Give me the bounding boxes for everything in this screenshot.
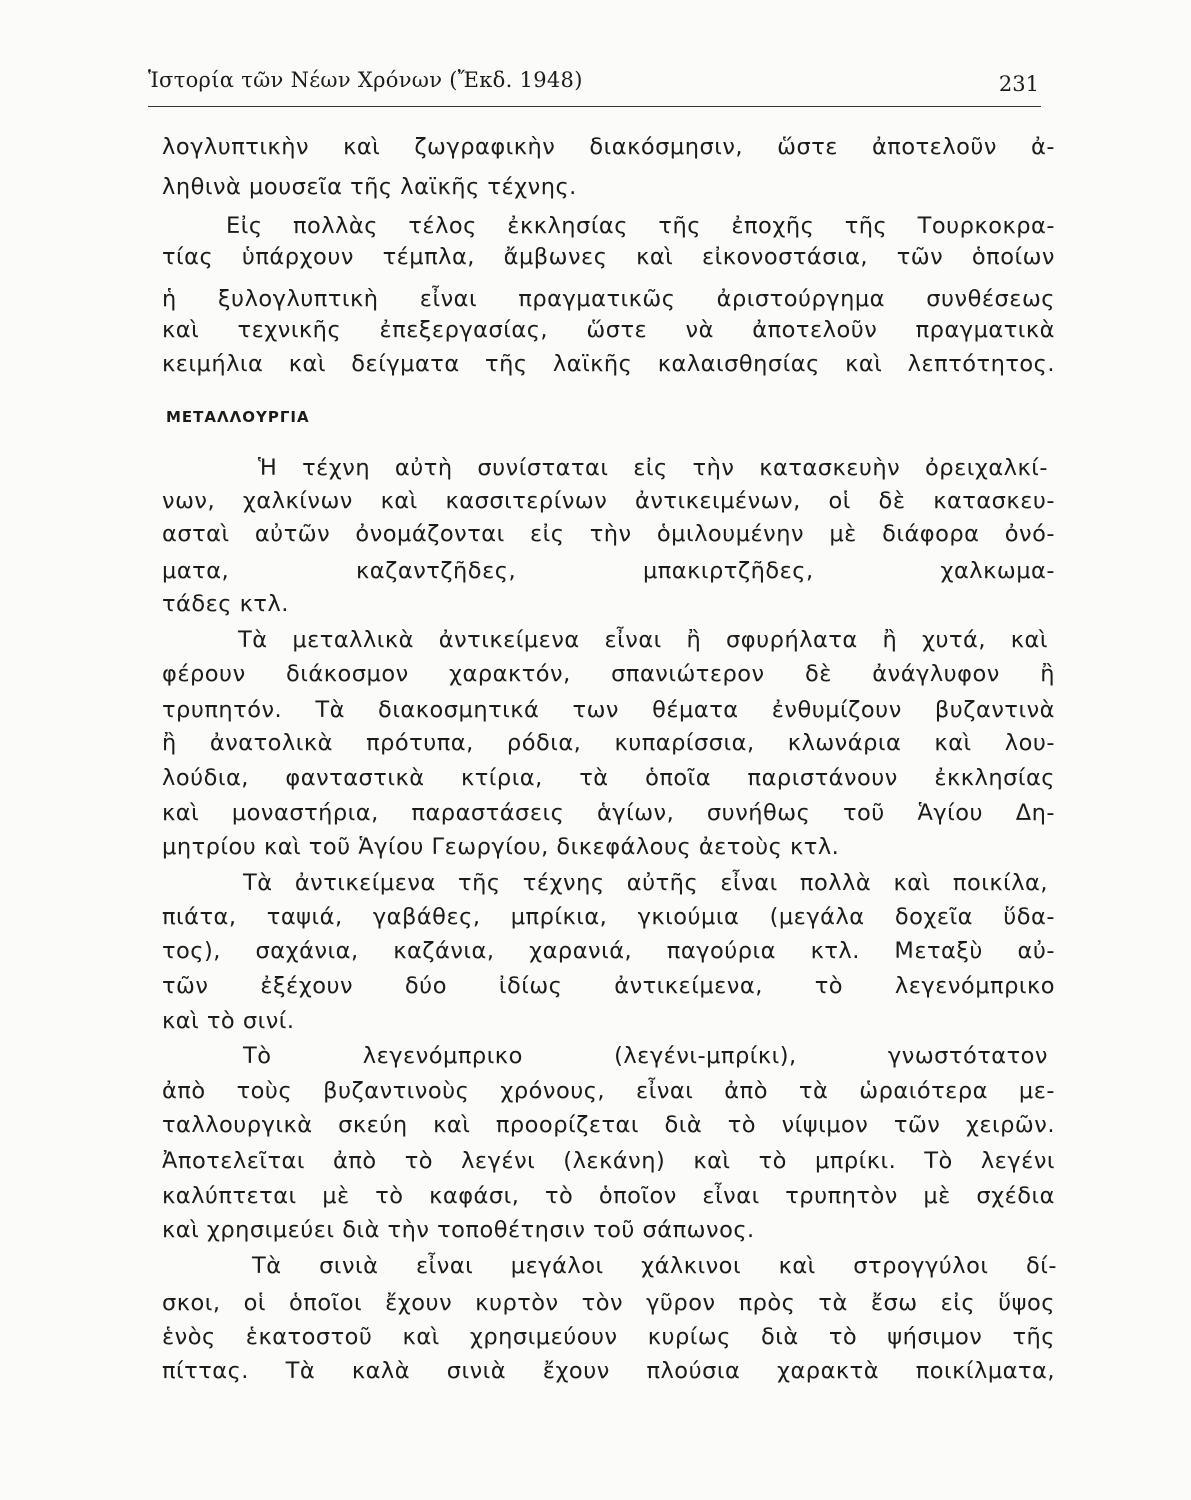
text-line: φέρουν διάκοσμον χαρακτόν, σπανιώτερον δὲ ἀνάγλυφον ἢ xyxy=(162,661,1055,687)
text-line: ἡ ξυλογλυπτικὴ εἶναι πραγματικῶς ἀριστούργημα συνθέσεως xyxy=(162,286,1055,312)
paragraph-first-line: Τὰ σινιὰ εἶναι μεγάλοι χάλκινοι καὶ στρογγύλοι δί- xyxy=(252,1253,1057,1279)
text-line: λογλυπτικὴν καὶ ζωγραφικὴν διακόσμησιν, ὥστε ἀποτελοῦν ἀ- xyxy=(162,134,1055,160)
text-line: σκοι, οἱ ὁποῖοι ἔχουν κυρτὸν τὸν γῦρον πρὸς τὰ ἔσω εἰς ὕψος xyxy=(162,1290,1055,1316)
text-line: τίας ὑπάρχουν τέμπλα, ἄμβωνες καὶ εἰκονοστάσια, τῶν ὁποίων xyxy=(162,244,1055,270)
text-line: ληθινὰ μουσεῖα τῆς λαϊκῆς τέχνης. xyxy=(162,174,577,200)
text-line: ταλλουργικὰ σκεύη καὶ προορίζεται διὰ τὸ νίψιμον τῶν χειρῶν. xyxy=(162,1112,1055,1138)
text-line: τρυπητόν. Τὰ διακοσμητικά των θέματα ἐνθυμίζουν βυζαντινὰ xyxy=(162,697,1055,723)
text-line: πίττας. Τὰ καλὰ σινιὰ ἔχουν πλούσια χαρακτὰ ποικίλματα, xyxy=(162,1358,1055,1384)
text-line: Ἀποτελεῖται ἀπὸ τὸ λεγένι (λεκάνη) καὶ τὸ μπρίκι. Τὸ λεγένι xyxy=(162,1148,1055,1174)
running-title: Ἱστορία τῶν Νέων Χρόνων (Ἔκδ. 1948) xyxy=(148,68,583,92)
running-header xyxy=(148,66,1041,107)
section-heading: ΜΕΤΑΛΛΟΥΡΓΙΑ xyxy=(166,408,310,426)
text-line: καὶ τεχνικῆς ἐπεξεργασίας, ὥστε νὰ ἀποτελοῦν πραγματικὰ xyxy=(162,317,1055,343)
text-line: καλύπτεται μὲ τὸ καφάσι, τὸ ὁποῖον εἶναι τρυπητὸν μὲ σχέδια xyxy=(162,1183,1055,1209)
paragraph-first-line: Τὰ ἀντικείμενα τῆς τέχνης αὐτῆς εἶναι πολλὰ καὶ ποικίλα, xyxy=(243,870,1048,896)
text-line: τῶν ἐξέχουν δύο ἰδίως ἀντικείμενα, τὸ λεγενόμπρικο xyxy=(162,973,1055,999)
text-line: ματα, καζαντζῆδες, μπακιρτζῆδες, χαλκωμα- xyxy=(162,558,1055,584)
text-line: ἢ ἀνατολικὰ πρότυπα, ρόδια, κυπαρίσσια, κλωνάρια καὶ λου- xyxy=(162,730,1055,756)
text-line: νων, χαλκίνων καὶ κασσιτερίνων ἀντικειμένων, οἱ δὲ κατασκευ- xyxy=(162,488,1055,514)
paragraph-first-line: Εἰς πολλὰς τέλος ἐκκλησίας τῆς ἐποχῆς τῆς Τουρκοκρα- xyxy=(226,213,1055,239)
text-line: μητρίου καὶ τοῦ Ἁγίου Γεωργίου, δικεφάλους ἀετοὺς κτλ. xyxy=(162,834,840,860)
text-line: λούδια, φανταστικὰ κτίρια, τὰ ὁποῖα παριστάνουν ἐκκλησίας xyxy=(162,765,1055,791)
text-line: τάδες κτλ. xyxy=(162,591,289,617)
paragraph-first-line: Ἡ τέχνη αὐτὴ συνίσταται εἰς τὴν κατασκευὴν ὀρειχαλκί- xyxy=(258,455,1048,481)
paragraph-first-line: Τὰ μεταλλικὰ ἀντικείμενα εἶναι ἢ σφυρήλατα ἢ χυτά, καὶ xyxy=(238,627,1048,653)
text-line: πιάτα, ταψιά, γαβάθες, μπρίκια, γκιούμια (μεγάλα δοχεῖα ὕδα- xyxy=(162,904,1055,930)
text-line: ασταὶ αὐτῶν ὀνομάζονται εἰς τὴν ὁμιλουμένην μὲ διάφορα ὀνό- xyxy=(162,521,1055,547)
text-line: τος), σαχάνια, καζάνια, χαρανιά, παγούρια κτλ. Μεταξὺ αὐ- xyxy=(162,938,1055,964)
page-number: 231 xyxy=(998,72,1039,96)
text-line: ἑνὸς ἑκατοστοῦ καὶ χρησιμεύουν κυρίως διὰ τὸ ψήσιμον τῆς xyxy=(162,1324,1055,1350)
paragraph-first-line: Τὸ λεγενόμπρικο (λεγένι-μπρίκι), γνωστότατον xyxy=(243,1043,1048,1069)
text-line: καὶ μοναστήρια, παραστάσεις ἁγίων, συνήθως τοῦ Ἁγίου Δη- xyxy=(162,800,1055,826)
text-line: καὶ χρησιμεύει διὰ τὴν τοποθέτησιν τοῦ σάπωνος. xyxy=(162,1217,755,1243)
text-line: καὶ τὸ σινί. xyxy=(162,1008,295,1034)
text-line: κειμήλια καὶ δείγματα τῆς λαϊκῆς καλαισθησίας καὶ λεπτότητος. xyxy=(162,351,1055,377)
text-line: ἀπὸ τοὺς βυζαντινοὺς χρόνους, εἶναι ἀπὸ τὰ ὡραιότερα με- xyxy=(162,1078,1055,1104)
